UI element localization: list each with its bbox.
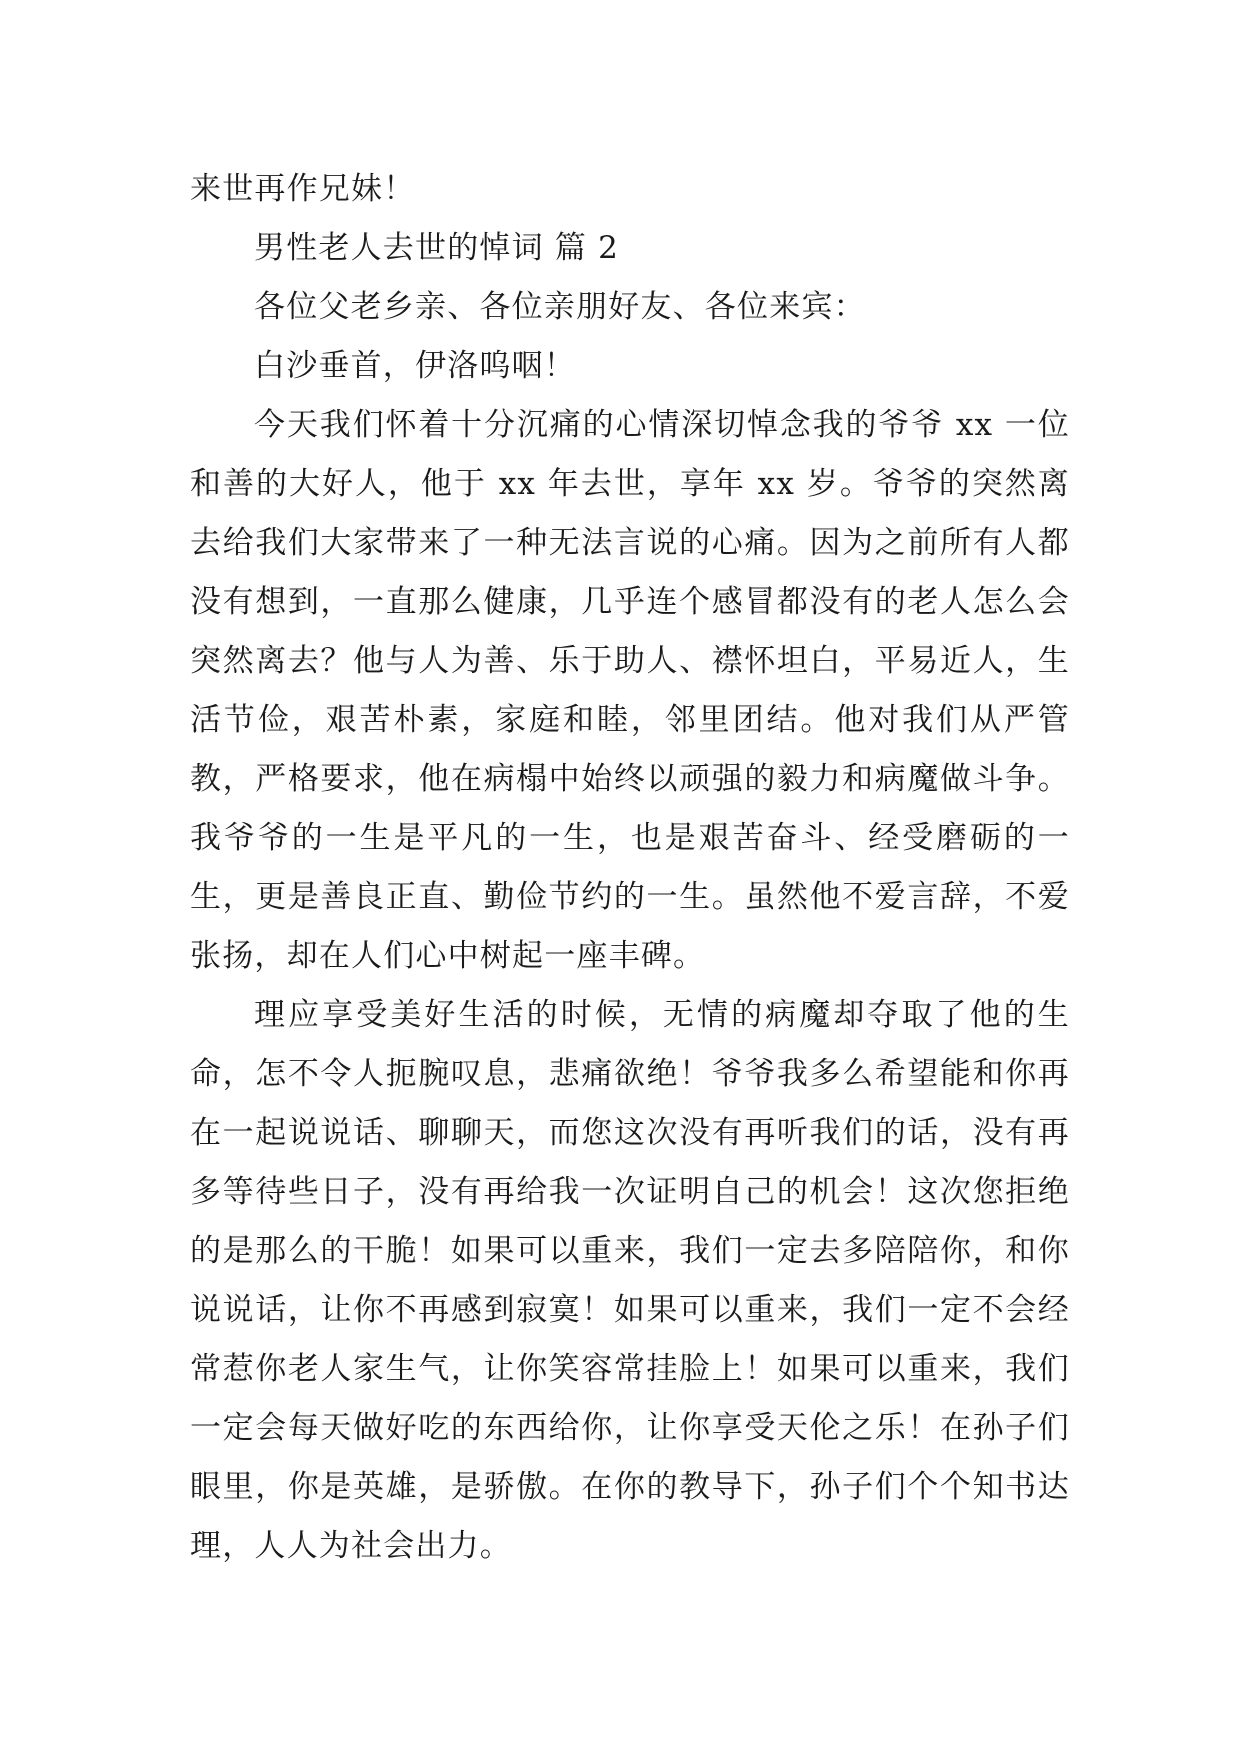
- paragraph-continuation: 来世再作兄妹！: [190, 171, 416, 207]
- body-paragraph: 今天我们怀着十分沉痛的心情深切悼念我的爷爷 xx 一位和善的大好人，他于 xx 年去世，享年 xx 岁。爷爷的突然离去给我们大家带来了一种无法言说的心痛。因为之前所有人都没有想到，一直那么健康，几乎连个感冒都没有的老人怎么会突然离去？他与人为善、乐于助人、襟怀坦白，平易近人，生活节俭，艰苦朴素，家庭和睦，邻里团结。他对我们从严管教，严格要求，他在病榻中始终以顽强的毅力和病魔做斗争。我爷爷的一生是平凡的一生，也是艰苦奋斗、经受磨砺的一生，更是善良正直、勤俭节约的一生。虽然他不爱言辞，不爱张扬，却在人们心中树起一座丰碑。: [190, 407, 1070, 974]
- opening-line: 白沙垂首，伊洛呜咽！: [254, 348, 576, 384]
- salutation: 各位父老乡亲、各位亲朋好友、各位来宾：: [254, 289, 866, 325]
- document-body: [190, 160, 1070, 1576]
- section-heading: 男性老人去世的悼词 篇 2: [254, 230, 620, 266]
- body-paragraph: 理应享受美好生活的时候，无情的病魔却夺取了他的生命，怎不令人扼腕叹息，悲痛欲绝！爷爷我多么希望能和你再在一起说说话、聊聊天，而您这次没有再听我们的话，没有再多等待些日子，没有再给我一次证明自己的机会！这次您拒绝的是那么的干脆！如果可以重来，我们一定去多陪陪你，和你说说话，让你不再感到寂寞！如果可以重来，我们一定不会经常惹你老人家生气，让你笑容常挂脸上！如果可以重来，我们一定会每天做好吃的东西给你，让你享受天伦之乐！在孙子们眼里，你是英雄，是骄傲。在你的教导下，孙子们个个知书达理，人人为社会出力。: [190, 997, 1070, 1564]
